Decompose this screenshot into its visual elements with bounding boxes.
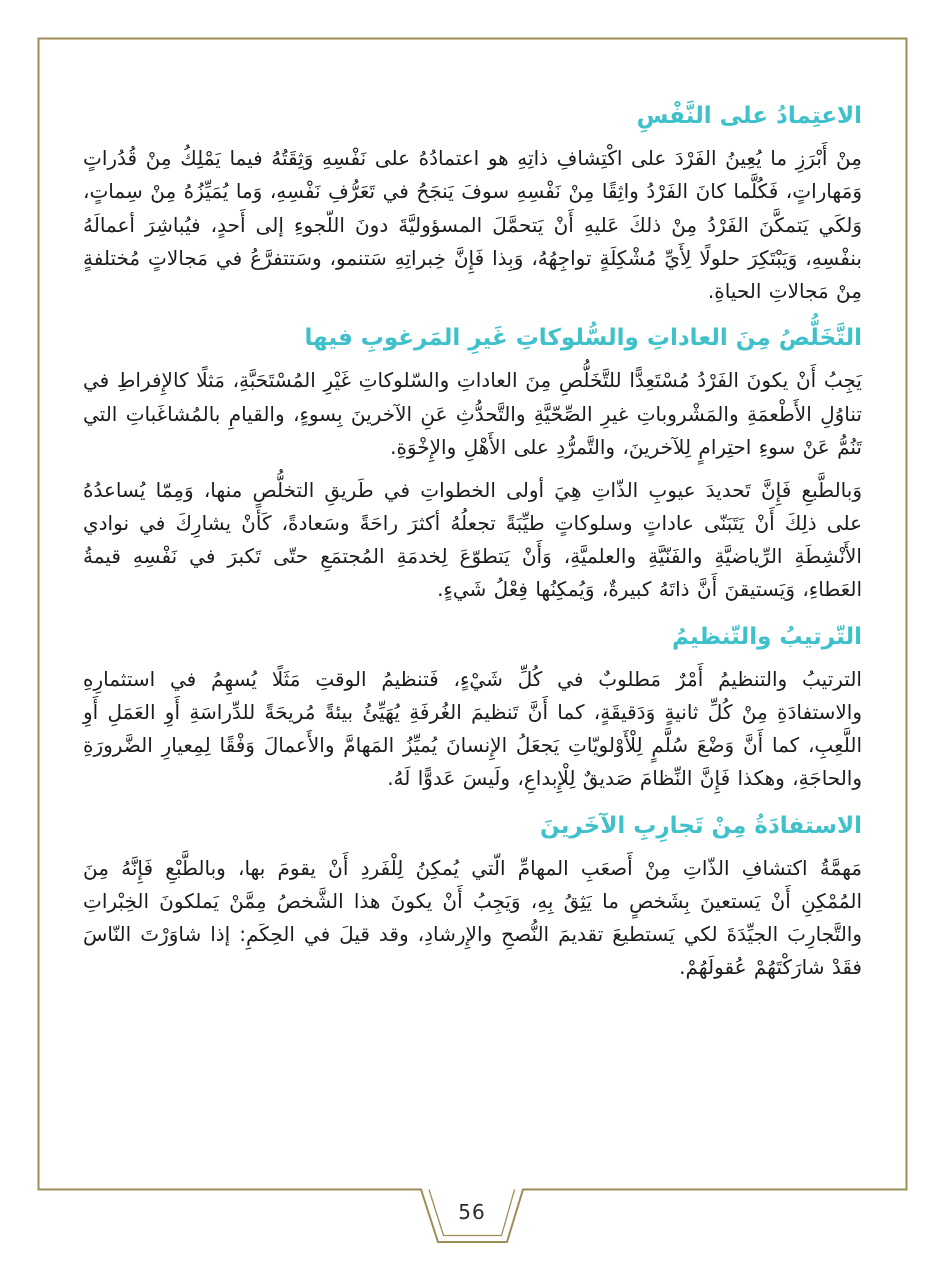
section-heading-self-reliance: الاعتِمادُ على النَّفْسِ (636, 103, 862, 129)
section-bad-habits (83, 322, 862, 607)
section-paragraph: مَهمَّةُ اكتشافِ الذّاتِ مِنْ أَصعَبِ المهامِّ الّتي يُمكِنُ لِلْفَردِ أَنْ يقومَ بها، وبالطَّبْعِ فَإِنَّهُ مِنَ المُمْكِنِ أَنْ يَستعينَ بِشَخصٍ ما يَثِقُ بِهِ، وَيَجِبُ أَنْ يكونَ هذا الشَّخصُ مِمَّنْ يَملكونَ الخِبْراتِ والتَّجارِبَ الجيِّدَةَ لكي يَستطيعَ تقديمَ النُّصحِ والإِرشادِ، وقد قيلَ في الحِكَمِ: إذا شاوَرْتَ النّاسَ فقَدْ شارَكْتَهُمْ عُقولَهُمْ. (83, 855, 862, 980)
section-heading-organization: التّرتيبُ والتّنظيمُ (671, 623, 862, 650)
section-learning-from-others (83, 810, 862, 985)
page-content (83, 100, 862, 995)
section-paragraph: يَجِبُ أَنْ يكونَ الفَرْدُ مُسْتَعِدًّا للتَّخَلُّصِ مِنَ العاداتِ والسّلوكاتِ غَيْرِ المُسْتَحَبَّةِ، مَثلًا كالإِفراطِ في تناوُلِ الأَطْعمَةِ والمَشْروباتِ غيرِ الصِّحّيَّةِ والتَّحدُّثِ عَنِ الآخرينَ بِسوءٍ، والقيامِ بالمُشاغَباتِ التي تَنُمُّ عَنْ سوءِ احتِرامٍ لِلآخرينَ، والتَّمرُّدِ على الأَهْلِ والإِخْوَةِ. (83, 368, 862, 459)
section-paragraph: الترتيبُ والتنظيمُ أَمْرٌ مَطلوبٌ في كُلِّ شَيْءٍ، فَتنظيمُ الوقتِ مَثَلًا يُسهِمُ في استثمارِهِ والاستفادَةِ مِنْ كُلِّ ثانيةٍ وَدَقيقَةٍ، كما أَنَّ تَنظيمَ الغُرفَةِ يُهَيِّئُ بيئةً مُريحَةً للدِّراسَةِ أَوِ العَمَلِ أَوِ اللَّعِبِ، كما أَنَّ وَضْعَ سُلَّمٍ لِلْأَوْلويّاتِ يَجعَلُ الإِنسانَ يُميِّزُ المَهامَّ والأَعمالَ وَفْقًا لِمِعيارِ الضَّرورَةِ والحاجَةِ، وهكذا فَإِنَّ النِّظامَ صَديقٌ لِلْإِبداعِ، ولَيسَ عَدوًّا لَهُ. (83, 666, 862, 791)
section-organization (83, 621, 862, 796)
page-number: 56 (458, 1200, 486, 1224)
section-heading-bad-habits: التَّخَلُّصُ مِنَ العاداتِ والسُّلوكاتِ غَيرِ المَرغوبِ فيها (304, 325, 862, 352)
section-heading-learning-from-others: الاستفادَةُ مِنْ تَجارِبِ الآخَرينَ (540, 812, 862, 839)
section-paragraph: مِنْ أَبْرَزِ ما يُعِينُ الفَرْدَ على اكْتِشافِ ذاتِهِ هو اعتمادُهُ على نَفْسِهِ وَثِقَتُهُ فيما يَمْلِكُ مِنْ قُدُراتٍ وَمَهاراتٍ، فَكُلَّما كانَ الفَرْدُ واثِقًا مِنْ نَفْسِهِ سوفَ يَنجَحُ في تَعَرُّفِ نَفْسِهِ، وَما يُمَيِّزُهُ مِنْ سِماتٍ، وَلكَي يَتمكَّنَ الفَرْدُ مِنْ ذلكَ عَليهِ أَنْ يَتحمَّلَ المسؤوليَّةَ دونَ اللّجوءِ إلى أَحدٍ، فيُباشِرَ أعمالَهُ بنفْسِهِ، وَيَبْتَكِرَ حلولًا لِأَيِّ مُشْكِلَةٍ تواجِهُهُ، وَبِذا فَإِنَّ خِبراتِهِ سَتنمو، وسَتتفرَّعُ في مَجالاتٍ مُختلفةٍ مِنْ مَجالاتِ الحياةِ. (83, 146, 862, 303)
section-paragraph: وَبالطَّبعِ فَإِنَّ تَحديدَ عيوبِ الذّاتِ هِيَ أولى الخطواتِ في طَريقِ التخلُّصِ منها، وَمِمّا يُساعدُهُ على ذلِكَ أَنْ يَتَبَنّى عاداتٍ وسلوكاتٍ طيِّبَةً تجعلُهُ أكثرَ راحَةً وسَعادةً، كَأَنْ يشارِكَ في نوادي الأَنْشِطَةِ الرِّياضيَّةِ والفَنّيَّةِ والعلميَّةِ، وَأَنْ يَتطوّعَ لِخدمَةِ المُجتمَعِ حتّى تَكبرَ في نَفْسِهِ قيمةُ العَطاءِ، وَيَستيقنَ أَنَّ ذاتَهُ كبيرةٌ، وَيُمكِنُها فِعْلُ شَيءٍ. (83, 477, 862, 602)
section-self-reliance (83, 100, 862, 308)
